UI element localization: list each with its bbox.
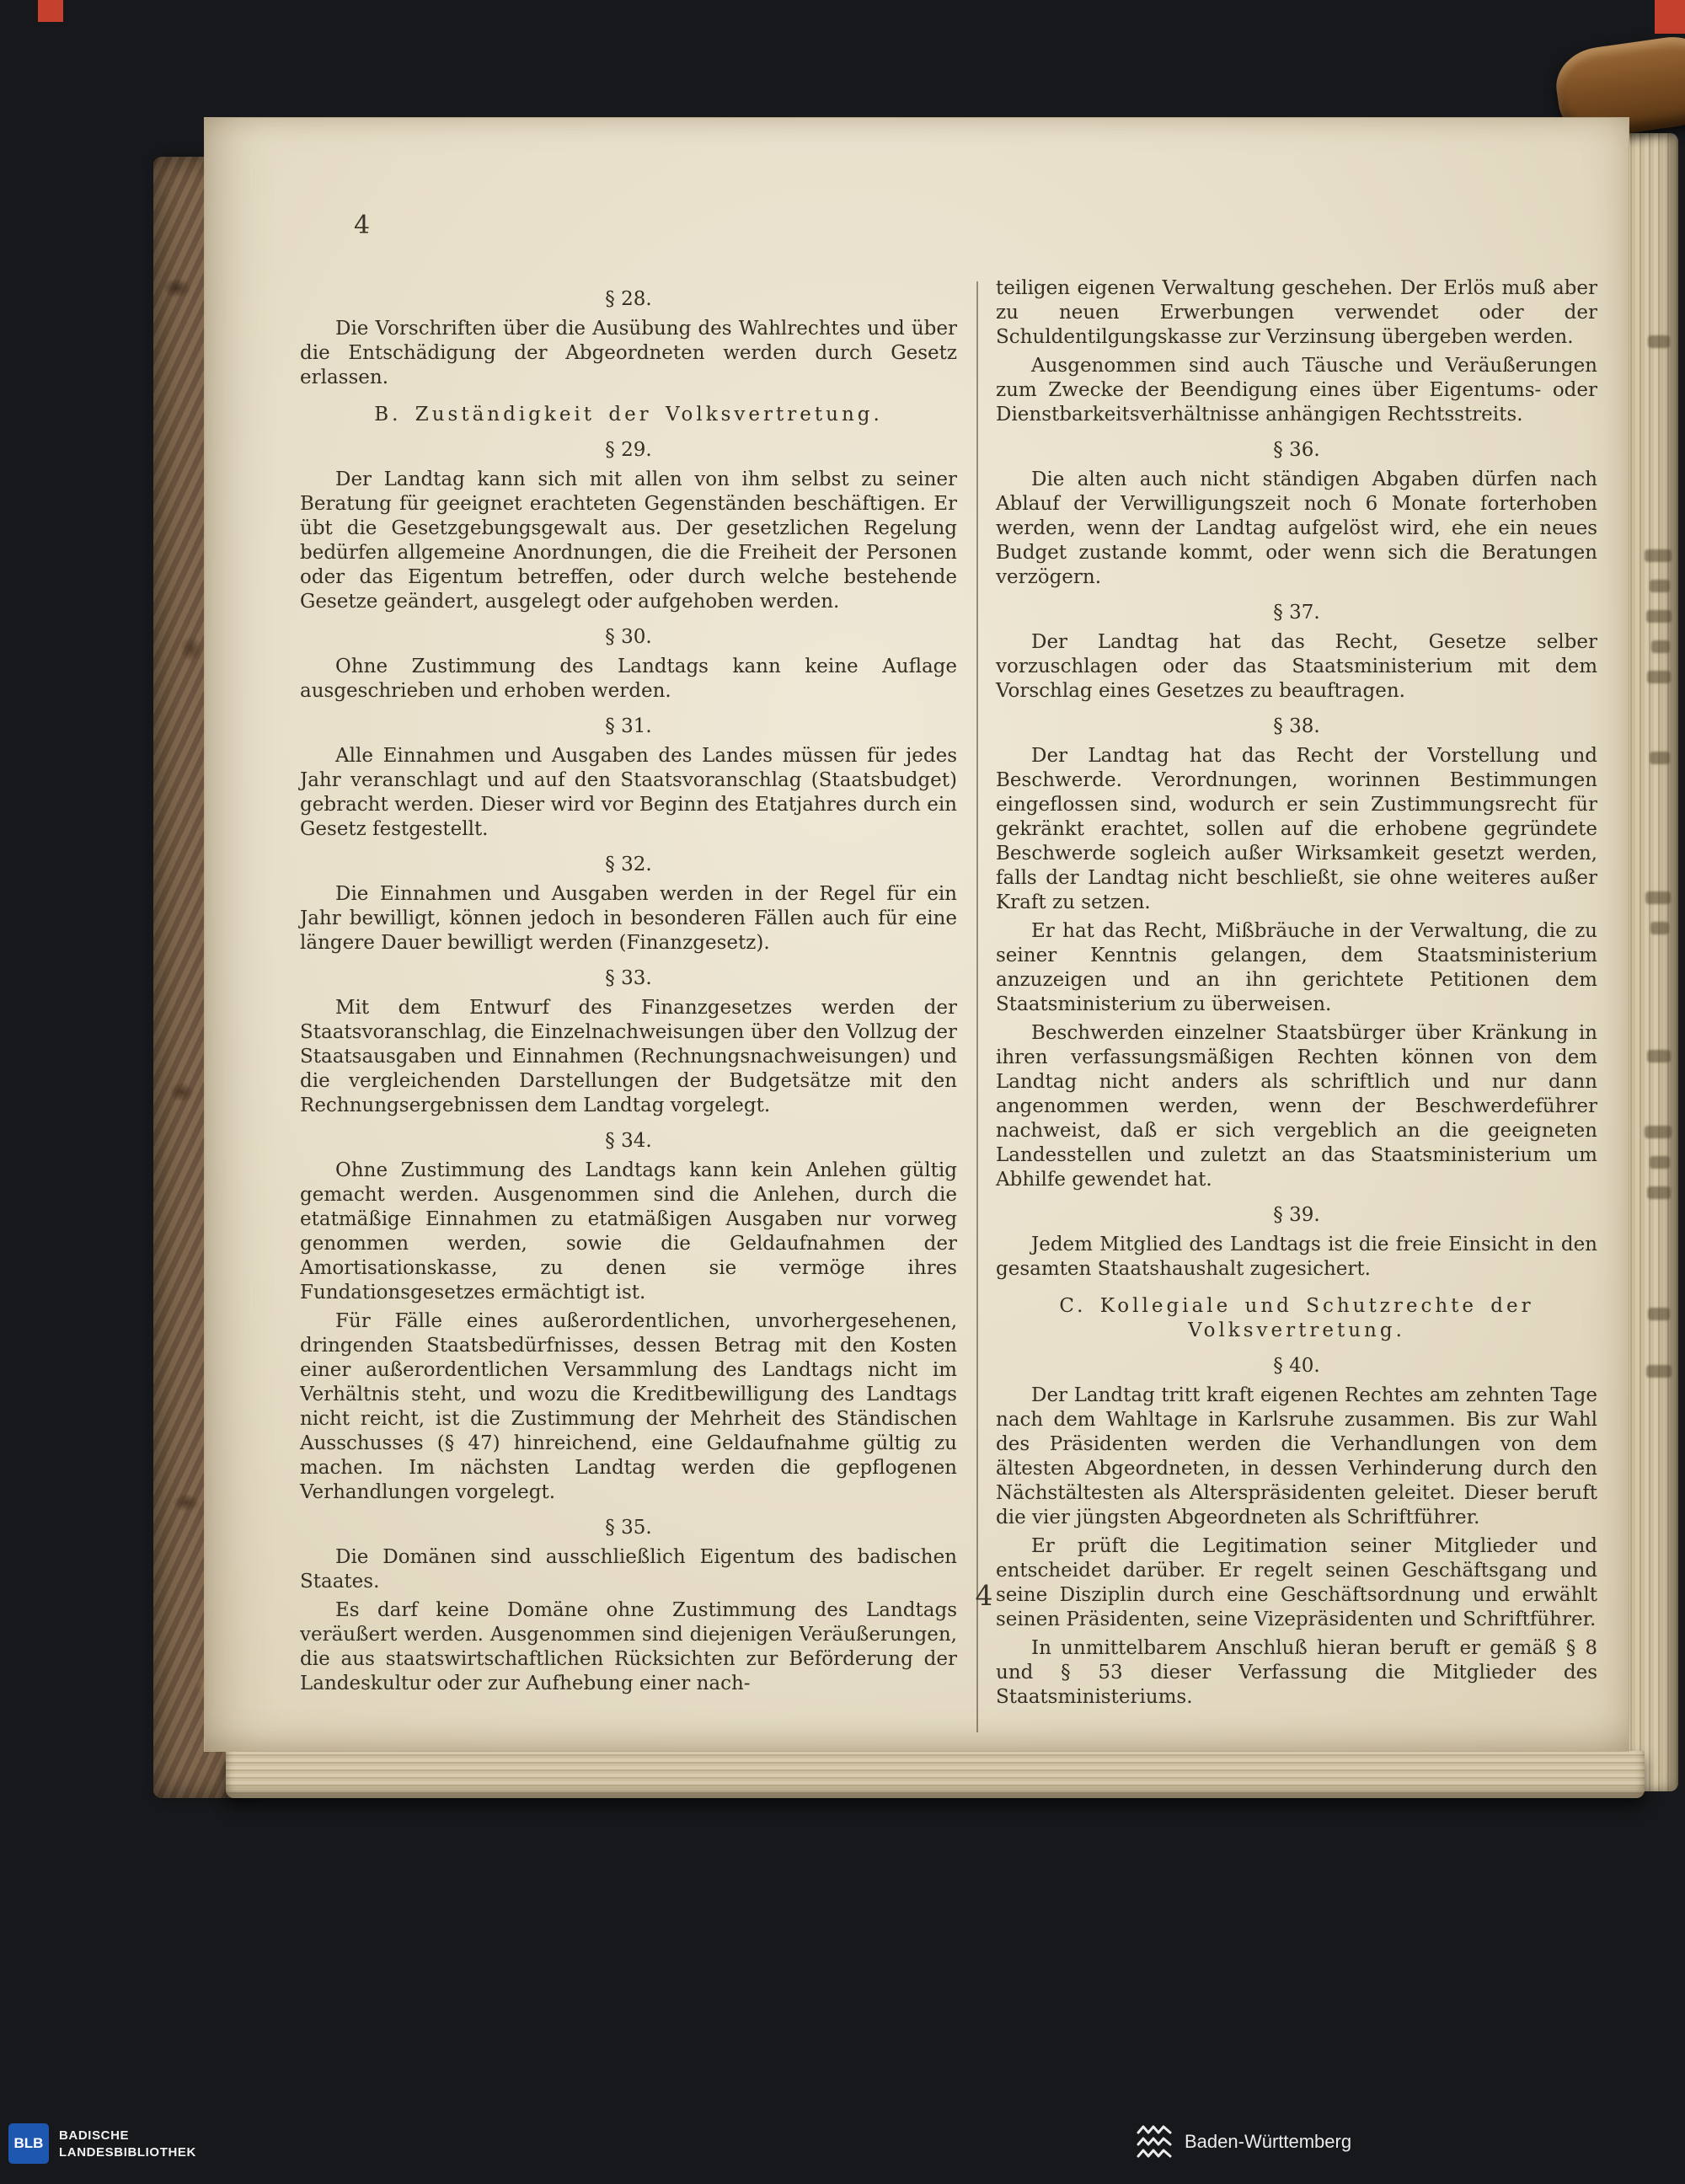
text-bleed-fragment <box>1647 1050 1671 1063</box>
paragraph: Der Landtag hat das Recht, Gesetze selber vorzuschlagen oder das Staatsministerium mit dem Vorschlag eines Gesetzes zu beauftragen. <box>996 631 1597 702</box>
paragraph: Ohne Zustimmung des Landtags kann keine Auflage ausgeschrieben und erhoben werden. <box>300 656 957 702</box>
text-bleed-fragment <box>1647 1186 1671 1199</box>
section-number: § 28. <box>605 288 652 310</box>
text-bleed-fragment <box>1646 1365 1672 1378</box>
library-name-line1: BADISCHE <box>59 2128 130 2143</box>
section-number: § 39. <box>1273 1204 1320 1226</box>
section-number: § 33. <box>605 967 652 989</box>
blb-logo-text: BLB <box>13 2135 44 2151</box>
section-number: § 31. <box>605 715 652 737</box>
text-bleed-fragment <box>1645 549 1672 562</box>
paragraph: Jedem Mitglied des Landtags ist die freie Einsicht in den gesamten Staatshaushalt zugesichert. <box>996 1234 1597 1280</box>
column-divider <box>976 281 978 1732</box>
red-registration-mark <box>38 0 63 22</box>
text-bleed-fragment <box>1651 640 1670 653</box>
paragraph: Mit dem Entwurf des Finanzgesetzes werden der Staatsvoranschlag, die Einzelnachweisungen über den Vollzug der Staatsausgaben und Einnahmen (Rechnungsnachweisungen) und die vergleichenden Darstellungen der Budgetsätze mit den Rechnungsergebnissen dem Landtag vorgelegt. <box>300 997 957 1116</box>
section-number: § 35. <box>605 1517 652 1539</box>
page-number-top: 4 <box>354 211 371 240</box>
blb-logo <box>8 2123 49 2164</box>
text-bleed-fragment <box>1648 1308 1670 1320</box>
text-bleed-fragment <box>1645 1126 1672 1138</box>
paragraph: Die Vorschriften über die Ausübung des Wahlrechtes und über die Entschädigung der Abgeordneten werden durch Gesetz erlassen. <box>300 318 957 388</box>
paragraph: Ohne Zustimmung des Landtags kann kein Anlehen gültig gemacht werden. Ausgenommen sind die Anlehen, durch die etatmäßige Einnahmen zu etatmäßigen Ausgaben nur vorweg genommen werden, sowie die Geldaufnahmen der Amortisationskasse, zu denen sie vermöge ihres Fundationsgesetzes ermächtigt ist. <box>300 1159 957 1303</box>
subsection-heading: C. Kollegiale und Schutzrechte der Volksvertretung. <box>1059 1295 1534 1341</box>
page-fore-edge <box>1626 133 1678 1791</box>
paragraph: teiligen eigenen Verwaltung geschehen. Der Erlös muß aber zu neuen Erwerbungen verwendet oder der Schuldentilgungskasse zur Verzinsung übergeben werden. <box>996 277 1597 348</box>
paragraph: Er hat das Recht, Mißbräuche in der Verwaltung, die zu seiner Kenntnis gelangen, dem Staatsministerium anzuzeigen und an ihn gerichtete Petitionen dem Staatsministerium zu überweisen. <box>996 920 1597 1015</box>
paragraph: Für Fälle eines außerordentlichen, unvorhergesehenen, dringenden Staatsbedürfnisses, dessen Betrag mit den Kosten einer außerordentlichen Versammlung des Landtags nicht im Verhältnis steht, und wozu die Kreditbewilligung des Landtags nicht reicht, ist die Zustimmung der Mehrheit des Ständischen Ausschusses (§ 47) hinreichend, eine Geldaufnahme gültig zu machen. Im nächsten Landtag werden die gepflogenen Verhandlungen vorgelegt. <box>300 1310 957 1503</box>
library-name-line2: LANDESBIBLIOTHEK <box>59 2145 196 2160</box>
section-number: § 36. <box>1273 439 1320 461</box>
viewer-footer <box>0 2113 1685 2184</box>
section-number: § 32. <box>605 854 652 875</box>
paragraph: Ausgenommen sind auch Täusche und Veräußerungen zum Zwecke der Beendigung eines über Eigentums- oder Dienstbarkeitsverhältnisse anhängigen Rechtsstreits. <box>996 355 1597 426</box>
text-bleed-fragment <box>1646 610 1672 623</box>
section-number: § 38. <box>1273 715 1320 737</box>
text-bleed-fragment <box>1650 752 1670 764</box>
book-page <box>205 118 1629 1751</box>
paragraph: Es darf keine Domäne ohne Zustimmung des Landtags veräußert werden. Ausgenommen sind diejenigen Veräußerungen, die aus staatswirtschaftlichen Rücksichten zur Beförderung der Landeskultur oder zur Aufhebung einer nach- <box>300 1599 957 1694</box>
subsection-heading: B. Zuständigkeit der Volksvertretung. <box>374 404 883 426</box>
paragraph: Die Domänen sind ausschließlich Eigentum des badischen Staates. <box>300 1546 957 1592</box>
text-bleed-fragment <box>1650 1156 1670 1169</box>
paragraph: Die alten auch nicht ständigen Abgaben dürfen nach Ablauf der Verwilligungszeit noch 6 Monate forterhoben werden, wenn der Landtag aufgelöst wird, ehe ein neues Budget zustande kommt, oder wenn sich die Beratungen verzögern. <box>996 468 1597 588</box>
section-number: § 40. <box>1273 1355 1320 1377</box>
paragraph: Alle Einnahmen und Ausgaben des Landes müssen für jedes Jahr veranschlagt und auf den Staatsvoranschlag (Staatsbudget) gebracht werden. Dieser wird vor Beginn des Etatjahres durch ein Gesetz festgestellt. <box>300 745 957 840</box>
text-bleed-fragment <box>1648 335 1670 348</box>
text-bleed-fragment <box>1645 891 1671 904</box>
baden-wuerttemberg-antlers-icon <box>1136 2123 1173 2160</box>
paragraph: In unmittelbarem Anschluß hieran beruft er gemäß § 8 und § 53 dieser Verfassung die Mitglieder des Staatsministeriums. <box>996 1637 1597 1708</box>
library-name <box>59 2128 196 2161</box>
text-bleed-fragment <box>1647 671 1671 683</box>
page-bottom-edge <box>226 1751 1645 1798</box>
section-number: § 29. <box>605 439 652 461</box>
state-branding <box>1136 2123 1351 2160</box>
paragraph: Der Landtag kann sich mit allen von ihm selbst zu seiner Beratung für geeignet erachteten Gegenständen beschäftigen. Er übt die Gesetzgebungsgewalt aus. Der gesetzlichen Regelung bedürfen allgemeine Anordnungen, die die Freiheit der Personen oder das Eigentum betreffen, oder durch welche bestehende Gesetze geändert, ausgelegt oder aufgehoben werden. <box>300 468 957 613</box>
red-registration-mark <box>1655 0 1685 34</box>
paragraph: Die Einnahmen und Ausgaben werden in der Regel für ein Jahr bewilligt, können jedoch in besonderen Fällen auch für eine längere Dauer bewilligt werden (Finanzgesetz). <box>300 883 957 954</box>
paragraph: Der Landtag tritt kraft eigenen Rechtes am zehnten Tage nach dem Wahltage in Karlsruhe zusammen. Bis zur Wahl des Präsidenten werden die Verhandlungen von dem ältesten Abgeordneten, in dessen Verhinderung durch den Nächstältesten als Alterspräsidenten geleitet. Dieser beruft die vier jüngsten Abgeordneten als Schriftführer. <box>996 1384 1597 1528</box>
paragraph: Beschwerden einzelner Staatsbürger über Kränkung in ihren verfassungsmäßigen Rechten können von dem Landtag nicht anders als schriftlich und nur dann angenommen werden, wenn der Beschwerdeführer nachweist, daß er sich vergeblich an die geeigneten Landesstellen und zuletzt an das Staatsministerium um Abhilfe gewendet hat. <box>996 1022 1597 1191</box>
paragraph: Er prüft die Legitimation seiner Mitglieder und entscheidet darüber. Er regelt seinen Geschäftsgang und seine Disziplin durch eine Geschäftsordnung und erwählt seinen Präsidenten, seine Vizepräsidenten und Schriftführer. <box>996 1535 1597 1630</box>
right-text-column <box>996 276 1597 1710</box>
section-number: § 37. <box>1273 602 1320 624</box>
section-number: § 30. <box>605 626 652 648</box>
page-number-bottom: 4 <box>975 1579 993 1612</box>
paragraph: Der Landtag hat das Recht der Vorstellung und Beschwerde. Verordnungen, worinnen Bestimmungen eingeflossen sind, wodurch er sein Zustimmungsrecht für gekränkt erachtet, sollen auf die erhobene gegründete Beschwerde sogleich außer Wirksamkeit gesetzt werden, falls der Landtag nicht beschließt, sie ohne weiteres außer Kraft zu setzen. <box>996 745 1597 913</box>
text-bleed-fragment <box>1650 580 1670 592</box>
text-bleed-fragment <box>1650 922 1669 934</box>
left-text-column <box>300 276 957 1696</box>
state-name: Baden-Württemberg <box>1185 2131 1352 2152</box>
section-number: § 34. <box>605 1130 652 1152</box>
